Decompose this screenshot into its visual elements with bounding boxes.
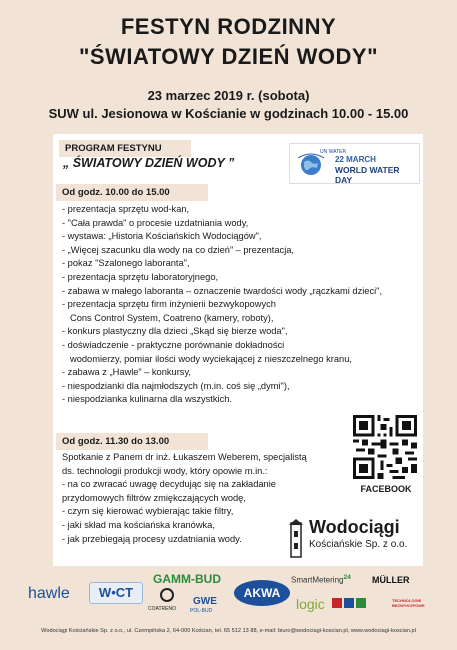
wodociagi-logo xyxy=(287,517,417,563)
wwd-date-text: 22 MARCH xyxy=(335,155,376,164)
organizer-name: Wodociągi xyxy=(309,517,400,537)
event-date: 23 marzec 2019 r. (sobota) xyxy=(147,88,310,103)
footer-contact: Wodociągi Kościańskie Sp. z o.o., ul. Czempińska 2, 64-000 Kościan, tel. 65 512 13 88, e-mail: biuro@wodociagi-koscian.pl, www.wodociagi-koscian.pl xyxy=(41,628,416,634)
logo-logic: logic xyxy=(296,596,325,612)
list-item: przydomowych filtrów zmiękczających wodę, xyxy=(62,492,246,503)
globe-icon xyxy=(296,152,326,176)
logo-technologie: TECHNOLOGIE BEZWYKOPOWE xyxy=(392,598,425,608)
poster-title-line1: FESTYN RODZINNY xyxy=(120,14,337,39)
logo-gamm-bud: GAMM-BUD xyxy=(153,572,221,586)
logo-akwa: AKWA xyxy=(234,580,290,606)
list-item: - na co zwracać uwagę decydując się na zakładanie xyxy=(62,479,276,490)
list-item: wodomierzy, pomiar ilości wody wyciekającej z nieszczelnego kranu, xyxy=(70,353,352,364)
section1-list xyxy=(62,203,382,407)
coatreno-icon xyxy=(160,588,174,604)
program-label: PROGRAM FESTYNU xyxy=(59,140,191,157)
section1-label: Od godz. 10.00 do 15.00 xyxy=(56,184,208,201)
wwd-unwater-text: UN WATER xyxy=(320,149,347,155)
facebook-qr-code[interactable] xyxy=(353,415,417,479)
list-item: - prezentacja sprzętu laboratoryjnego, xyxy=(62,271,219,282)
list-item: Spotkanie z Panem dr inż. Łukaszem Weberem, specjalistą xyxy=(62,452,307,462)
logo-hawle: hawle xyxy=(28,585,70,602)
poster-header xyxy=(0,0,457,134)
logo-wct: W•CT xyxy=(89,582,143,604)
list-item: - doświadczenie - praktyczne porównanie dokładności xyxy=(62,339,285,350)
list-item: - konkurs plastyczny dla dzieci „Skąd się bierze woda", xyxy=(62,326,288,337)
list-item: - zabawa z „Hawle” – konkursy, xyxy=(62,367,191,378)
logo-muller: MÜLLER xyxy=(372,575,410,585)
list-item: - pokaz "Szalonego laboranta", xyxy=(62,258,190,269)
list-item: - „Więcej szacunku dla wody na co dzień” – prezentacja, xyxy=(62,244,295,255)
smartmetering-num: 24 xyxy=(343,574,351,581)
water-tower-icon xyxy=(287,519,305,559)
list-item: - czym się kierować wybierając takie filtry, xyxy=(62,506,234,517)
poster-title-line2: "ŚWIATOWY DZIEŃ WODY" xyxy=(78,44,379,69)
wwd-main-text: WORLD WATER DAY xyxy=(335,165,400,185)
section2-list xyxy=(62,451,307,546)
section2-label: Od godz. 11.30 do 13.00 xyxy=(56,433,208,450)
list-item: Cons Control System, Coatreno (kamery, roboty), xyxy=(70,312,274,323)
sponsor-logos xyxy=(0,566,457,626)
facebook-label: FACEBOOK xyxy=(360,484,412,494)
list-item: - jaki skład ma kościańska kranówka, xyxy=(62,519,215,530)
list-item: - niespodzianka kulinarna dla wszystkich. xyxy=(62,394,233,405)
logo-smartmetering xyxy=(291,574,351,585)
organizer-subtitle: Kościańskie Sp. z o.o. xyxy=(309,539,408,550)
list-item: - niespodzianki dla najmłodszych (m.in. coś się „dymi"), xyxy=(62,380,290,391)
list-item: - prezentacja sprzętu wod-kan, xyxy=(62,204,190,214)
list-item: ds. technologii produkcji wody, który opowie m.in.: xyxy=(62,465,268,476)
logo-gwe: GWE xyxy=(193,596,217,607)
world-water-day-badge xyxy=(289,143,420,184)
list-item: - wystawa: „Historia Kościańskich Wodociągów", xyxy=(62,231,262,242)
badge-icon xyxy=(332,596,374,610)
list-item: - zabawa w małego laboranta – oznaczenie twardości wody „rączkami dzieci", xyxy=(62,285,383,296)
list-item: - jak przebiegają procesy uzdatniania wody. xyxy=(62,533,242,544)
smartmetering-text: SmartMetering xyxy=(291,575,344,585)
list-item: - prezentacja sprzętu firm inżynierii bezwykopowych xyxy=(62,299,276,310)
list-item: - "Cała prawda" o procesie uzdatniania wody, xyxy=(62,217,249,228)
logo-gwe-polbud: POL-BUD xyxy=(190,608,213,614)
event-place-time: SUW ul. Jesionowa w Kościanie w godzinach 10.00 - 15.00 xyxy=(48,106,409,121)
logo-coatreno: COATRENO xyxy=(148,606,176,612)
program-title: „ ŚWIATOWY DZIEŃ WODY ” xyxy=(63,156,235,170)
